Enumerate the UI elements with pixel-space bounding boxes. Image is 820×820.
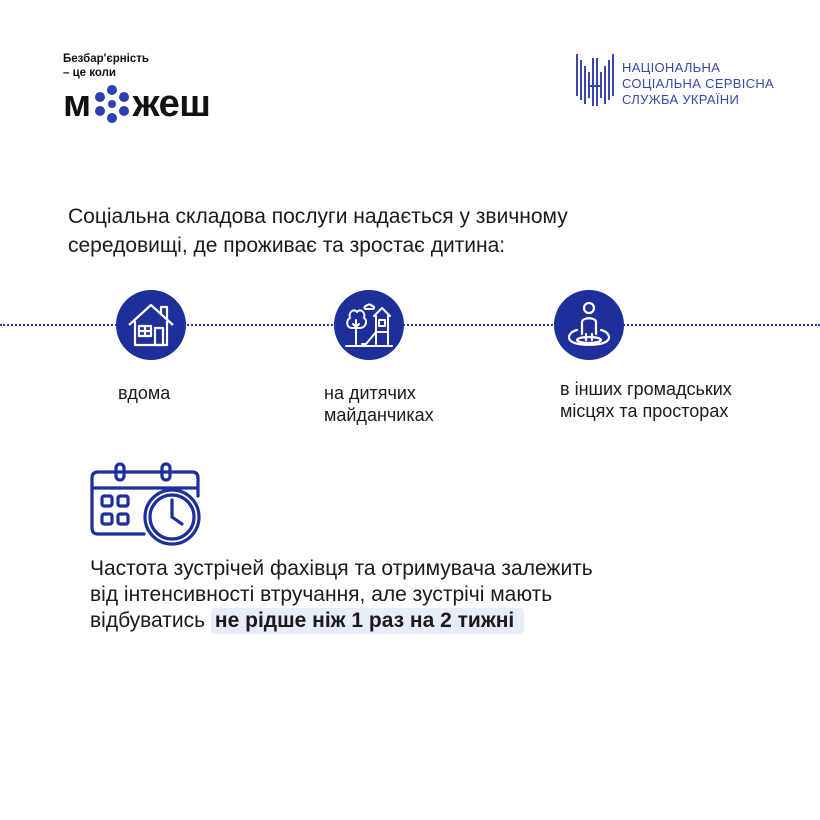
location-circle-home (116, 290, 186, 360)
brand-tagline (63, 52, 149, 80)
frequency-line1: Частота зустрічей фахівця та отримувача залежить (90, 557, 593, 580)
location-label-home (118, 382, 170, 404)
calendar-clock-icon (88, 460, 214, 550)
house-icon (125, 301, 177, 349)
brand-tagline-line2: – це коли (63, 67, 116, 79)
location-label-public-line1: в інших громадських (560, 379, 732, 399)
org-name-line3: СЛУЖБА УКРАЇНИ (622, 92, 740, 107)
location-label-playground (324, 382, 494, 426)
location-label-public-line2: місцях та просторах (560, 401, 729, 421)
intro-text (68, 202, 728, 260)
org-name-line2: СОЦІАЛЬНА СЕРВІСНА (622, 76, 774, 91)
frequency-line3-prefix: відбуватись (90, 609, 206, 632)
org-name (622, 60, 774, 108)
location-label-playground-line1: на дитячих (324, 383, 416, 403)
frequency-line2: від інтенсивності втручання, але зустрічі мають (90, 583, 553, 606)
location-label-public-place (560, 378, 790, 422)
dots-flower-icon (92, 84, 132, 124)
brand-logo (63, 84, 210, 124)
frequency-highlight: не рідше ніж 1 раз на 2 тижні (211, 608, 524, 634)
playground-icon (342, 300, 396, 350)
intro-line1: Соціальна складова послуги надається у звичному (68, 205, 568, 228)
location-label-playground-line2: майданчиках (324, 405, 434, 425)
brand-word-suffix: жеш (132, 83, 211, 125)
location-label-home-line1: вдома (118, 383, 171, 403)
brand-word-prefix: м (63, 83, 91, 125)
frequency-line3 (90, 608, 710, 634)
frequency-text (90, 556, 710, 634)
person-in-place-icon (563, 300, 615, 350)
brand-tagline-line1: Безбар'єрність (63, 53, 149, 65)
location-circle-playground (334, 290, 404, 360)
org-name-line1: НАЦІОНАЛЬНА (622, 60, 721, 75)
trident-emblem-icon (574, 48, 616, 110)
location-circle-public-place (554, 290, 624, 360)
intro-line2: середовищі, де проживає та зростає дитина: (68, 234, 506, 257)
